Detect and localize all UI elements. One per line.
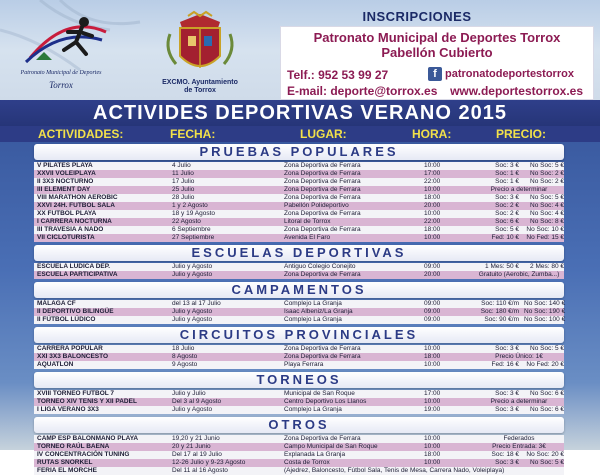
section-header [34, 372, 564, 388]
activity-name: VII CICLOTURISTA [37, 234, 95, 241]
table-row [34, 186, 564, 194]
activity-name: V PILATES PLAYA [37, 162, 93, 169]
activity-date: Del 11 al 16 Agosto [172, 467, 228, 474]
activity-place: Complejo La Granja [284, 406, 342, 413]
activity-date: 17 Julio [172, 178, 195, 185]
table-row [34, 263, 564, 271]
price-member: Soc: 3 € [495, 390, 519, 397]
price-non-member: No Soc: 5 € [530, 459, 564, 466]
price-member: 1 Mes: 50 € [485, 263, 519, 270]
org-name: Patronato Municipal de Deportes Torrox [313, 30, 561, 45]
price-member: Soc: 6 € [495, 218, 519, 225]
activity-name: CARRERA POPULAR [37, 345, 103, 352]
patronato-caption-town: Torrox [49, 80, 73, 90]
activity-place: Zona Deportiva de Ferrara [284, 194, 361, 201]
activity-time: 19:00 [424, 406, 441, 413]
table-row [34, 459, 564, 467]
section-title: ESCUELAS DEPORTIVAS [191, 245, 407, 260]
col-precio: PRECIO: [496, 127, 547, 141]
activity-time: 18:00 [424, 451, 441, 458]
price-member: Soc: 3 € [495, 194, 519, 201]
activity-name: ESCUELA PARTICIPATIVA [37, 271, 118, 278]
activity-note: (Ajedrez, Baloncesto, Fútbol Sala, Tenis de Mesa, Carrera Nado, Voleiplaya) [284, 467, 505, 474]
activity-place: Municipal de San Roque [284, 390, 355, 397]
table-row [34, 435, 564, 443]
facebook-link[interactable]: patronatodeportestorrox [445, 68, 574, 80]
price-non-member: No Soc: 5 € [530, 162, 564, 169]
activity-date: 8 Agosto [172, 353, 198, 360]
activity-time: 18:00 [424, 353, 441, 360]
activity-name: I CARRERA NOCTURNA [37, 218, 112, 225]
price-non-member: No Soc: 20 € [526, 451, 564, 458]
activity-date: Del 3 al 9 Agosto [172, 398, 222, 405]
activity-date: 9 Agosto [172, 361, 198, 368]
activity-time: 10:00 [424, 398, 441, 405]
activity-date: 22 Agosto [172, 218, 201, 225]
activity-price: Federados [503, 435, 535, 442]
price-member: Soc: 1 € [495, 178, 519, 185]
activity-place: Zona Deportiva de Ferrara [284, 345, 361, 352]
table-row [34, 162, 564, 170]
section-header [34, 144, 564, 160]
website-link[interactable]: www.deportestorrox.es [450, 84, 583, 98]
activity-place: Playa Ferrara [284, 361, 324, 368]
table-row [34, 300, 564, 308]
patronato-logo [6, 10, 126, 98]
activity-time: 10:00 [424, 234, 441, 241]
price-non-member: No Soc: 5 € [530, 345, 564, 352]
price-member: Soc: 2 € [495, 202, 519, 209]
activity-time: 17:00 [424, 170, 441, 177]
price-non-member: No Soc: 4 € [530, 202, 564, 209]
col-lugar: LUGAR: [300, 127, 347, 141]
section-title: CAMPAMENTOS [231, 282, 367, 297]
price-non-member: No Soc: 8 € [530, 218, 564, 225]
activity-name: MÁLAGA CF [37, 300, 76, 307]
activity-date: 4 Julio [172, 162, 191, 169]
activity-date: Julio y Julio [172, 390, 206, 397]
activity-date: 18 Julio [172, 345, 195, 352]
activity-time: 09:00 [424, 300, 441, 307]
col-hora: HORA: [412, 127, 452, 141]
section-title: PRUEBAS POPULARES [199, 144, 399, 159]
title-band [0, 100, 600, 126]
table-row [34, 353, 564, 361]
activity-time: 09:00 [424, 308, 441, 315]
section-header [34, 327, 564, 343]
activity-name: FERIA EL MORCHE [37, 467, 97, 474]
activity-name: XXVII VOLEIPLAYA [37, 170, 96, 177]
facebook-icon: f [428, 67, 442, 81]
activity-place: Zona Deportiva de Ferrara [284, 353, 361, 360]
activity-place: Campo Municipal de San Roque [284, 443, 378, 450]
ayuntamiento-logo [150, 10, 250, 100]
activity-name: AQUATLON [37, 361, 74, 368]
price-non-member: No Soc: 140 € [524, 300, 566, 307]
price-non-member: No Fed: 20 € [526, 361, 564, 368]
activity-name: ESCUELA LUDICA DEP. [37, 263, 111, 270]
price-non-member: No Soc: 10 € [526, 226, 564, 233]
price-non-member: No Soc: 6 € [530, 406, 564, 413]
activity-time: 10:00 [424, 345, 441, 352]
price-non-member: No Soc: 2 € [530, 170, 564, 177]
table-row [34, 316, 564, 324]
activity-name: XXI 3X3 BALONCESTO [37, 353, 109, 360]
activity-name: RUTAS SNORKEL [37, 459, 93, 466]
activity-place: Litoral de Torrox [284, 218, 331, 225]
inscripciones-title: INSCRIPCIONES [362, 9, 472, 24]
table-row [34, 308, 564, 316]
activities-table [0, 142, 600, 474]
activity-place: Avenida El Faro [284, 234, 331, 241]
activity-name: II FÚTBOL LÚDICO [37, 316, 96, 323]
price-member: Soc: 3 € [495, 345, 519, 352]
activity-name: VIII MARATHON AEROBIC [37, 194, 118, 201]
section-title: OTROS [268, 417, 330, 432]
activity-name: XXVI 24H. FUTBOL SALA [37, 202, 115, 209]
activity-time: 22:00 [424, 178, 441, 185]
table-row [34, 178, 564, 186]
activity-place: Zona Deportiva de Ferrara [284, 162, 361, 169]
table-row [34, 390, 564, 398]
activity-place: Complejo La Granja [284, 316, 342, 323]
price-member: Soc: 110 €/m [481, 300, 519, 307]
activity-name: III ELEMENT DAY [37, 186, 91, 193]
table-row [34, 210, 564, 218]
price-non-member: No Soc: 2 € [530, 178, 564, 185]
activity-time: 10:00 [424, 459, 441, 466]
table-row [34, 451, 564, 459]
activity-date: Julio y Agosto [172, 271, 213, 278]
activity-name: TORNEO RAÚL BAENA [37, 443, 110, 450]
activity-date: 1 y 2 Agosto [172, 202, 208, 209]
activity-date: 20 y 21 Junio [172, 443, 211, 450]
price-non-member: No Soc: 6 € [530, 390, 564, 397]
activity-time: 10:00 [424, 435, 441, 442]
activity-place: Isaac Albeniz/La Granja [284, 308, 353, 315]
activity-name: CAMP ESP BALONMANO PLAYA [37, 435, 139, 442]
page-title: ACTIVIDES DEPORTIVAS VERANO 2015 [93, 102, 507, 124]
activity-name: II DEPORTIVO BILINGÜE [37, 308, 114, 315]
activity-date: Julio y Agosto [172, 316, 213, 323]
activity-place: Zona Deportiva de Ferrara [284, 170, 361, 177]
activity-date: 18 y 19 Agosto [172, 210, 216, 217]
price-member: Soc: 1 € [495, 170, 519, 177]
section-header [34, 417, 564, 433]
activity-price: Precio Único: 1€ [495, 353, 543, 360]
price-non-member: No Soc: 190 € [524, 308, 566, 315]
activity-time: 20:00 [424, 202, 441, 209]
table-row [34, 234, 564, 242]
section-title: TORNEOS [256, 372, 342, 387]
activity-date: del 13 al 17 Julio [172, 300, 221, 307]
ayuntamiento-caption: EXCMO. Ayuntamiento [162, 79, 238, 86]
activity-time: 10:00 [424, 361, 441, 368]
activity-time: 18:00 [424, 194, 441, 201]
activity-name: XVIII TORNEO FUTBOL 7 [37, 390, 115, 397]
activity-place: Zona Deportiva de Ferrara [284, 186, 361, 193]
activity-place: Pabellón Polideportivo [284, 202, 349, 209]
price-non-member: No Fed: 15 € [526, 234, 564, 241]
activity-time: 09:00 [424, 263, 441, 270]
activity-place: Zona Deportiva de Ferrara [284, 210, 361, 217]
activity-place: Zona Deportiva de Ferrara [284, 226, 361, 233]
activity-name: IV CONCENTRACIÓN TUNING [37, 451, 130, 458]
price-non-member: 2 Mes: 80 € [530, 263, 564, 270]
activity-name: XX FUTBOL PLAYA [37, 210, 97, 217]
activity-date: Julio y Agosto [172, 308, 213, 315]
activity-time: 18:00 [424, 226, 441, 233]
table-row [34, 271, 564, 279]
activity-date: Del 17 al 19 Julio [172, 451, 222, 458]
table-row [34, 467, 564, 475]
price-member: Soc: 3 € [495, 162, 519, 169]
activity-time: 09:00 [424, 316, 441, 323]
activity-time: 22:00 [424, 218, 441, 225]
table-row [34, 398, 564, 406]
table-row [34, 361, 564, 369]
activity-date: Julio y Agosto [172, 406, 213, 413]
activity-place: Complejo La Granja [284, 300, 342, 307]
activity-time: 10:00 [424, 443, 441, 450]
activity-price: Precio Entrada: 3€ [492, 443, 546, 450]
activity-name: III TRAVESIA A NADO [37, 226, 104, 233]
activity-date: 27 Septiembre [172, 234, 215, 241]
activity-place: Antiguo Colegio Conejito [284, 263, 356, 270]
price-non-member: No Soc: 100 € [524, 316, 566, 323]
activity-time: 20:00 [424, 271, 441, 278]
table-row [34, 345, 564, 353]
price-member: Soc: 2 € [495, 210, 519, 217]
activity-place: Zona Deportiva de Ferrara [284, 178, 361, 185]
activity-date: 11 Julio [172, 170, 194, 177]
runner-logo-icon [6, 10, 116, 70]
activity-date: 19,20 y 21 Junio [172, 435, 220, 442]
activity-time: 10:00 [424, 162, 441, 169]
section-title: CIRCUITOS PROVINCIALES [179, 327, 419, 342]
price-member: Soc: 90 €/m [484, 316, 519, 323]
activity-place: Explanada La Granja [284, 451, 346, 458]
activity-price: Precio a determinar [490, 186, 548, 193]
price-member: Soc: 18 € [491, 451, 519, 458]
coat-of-arms-icon [150, 10, 250, 78]
activity-price: Gratuito (Aerobic, Zumba...) [478, 271, 560, 278]
ayuntamiento-caption-town: de Torrox [184, 87, 216, 94]
contact-box [280, 26, 594, 100]
activity-time: 10:00 [424, 186, 441, 193]
price-member: Soc: 3 € [495, 459, 519, 466]
price-non-member: No Soc: 5 € [530, 194, 564, 201]
price-member: Soc: 180 €/m [480, 308, 519, 315]
activity-date: 12-26 Julio y 9-23 Agosto [172, 459, 246, 466]
table-row [34, 406, 564, 414]
activity-date: 25 Julio [172, 186, 195, 193]
org-venue: Pabellón Cubierto [381, 45, 493, 60]
activity-place: Zona Deportiva de Ferrara [284, 271, 361, 278]
table-row [34, 202, 564, 210]
table-row [34, 218, 564, 226]
table-row [34, 226, 564, 234]
column-headers [0, 126, 600, 142]
activity-place: Zona Deportiva de Ferrara [284, 435, 361, 442]
activity-date: Julio y Agosto [172, 263, 213, 270]
activity-name: II 3X3 NOCTURNO [37, 178, 94, 185]
activity-place: Centro Deportivo Los Llanos [284, 398, 367, 405]
activity-place: Costa de Torrox [284, 459, 330, 466]
table-row [34, 443, 564, 451]
price-non-member: No Soc: 4 € [530, 210, 564, 217]
phone-number: Telf.: 952 53 99 27 [287, 68, 389, 82]
price-member: Soc: 5 € [495, 226, 519, 233]
price-member: Fed: 10 € [491, 234, 519, 241]
price-member: Soc: 3 € [495, 406, 519, 413]
activity-date: 6 Septiembre [172, 226, 211, 233]
table-row [34, 170, 564, 178]
activity-price: Precio a determinar [490, 398, 548, 405]
activity-name: TORNEO XIV TENIS Y XII PADEL [37, 398, 137, 405]
activity-date: 28 Julio [172, 194, 195, 201]
section-header [34, 282, 564, 298]
price-member: Fed: 16 € [491, 361, 519, 368]
col-fecha: FECHA: [170, 127, 216, 141]
email-link[interactable]: E-mail: deporte@torrox.es [287, 84, 438, 98]
col-actividades: ACTIVIDADES: [38, 127, 124, 141]
patronato-caption: Patronato Municipal de Deportes [20, 70, 102, 76]
header [0, 0, 600, 100]
activity-time: 10:00 [424, 210, 441, 217]
section-header [34, 245, 564, 261]
activity-time: 17:00 [424, 390, 441, 397]
table-row [34, 194, 564, 202]
activity-name: I LIGA VERANO 3X3 [37, 406, 99, 413]
